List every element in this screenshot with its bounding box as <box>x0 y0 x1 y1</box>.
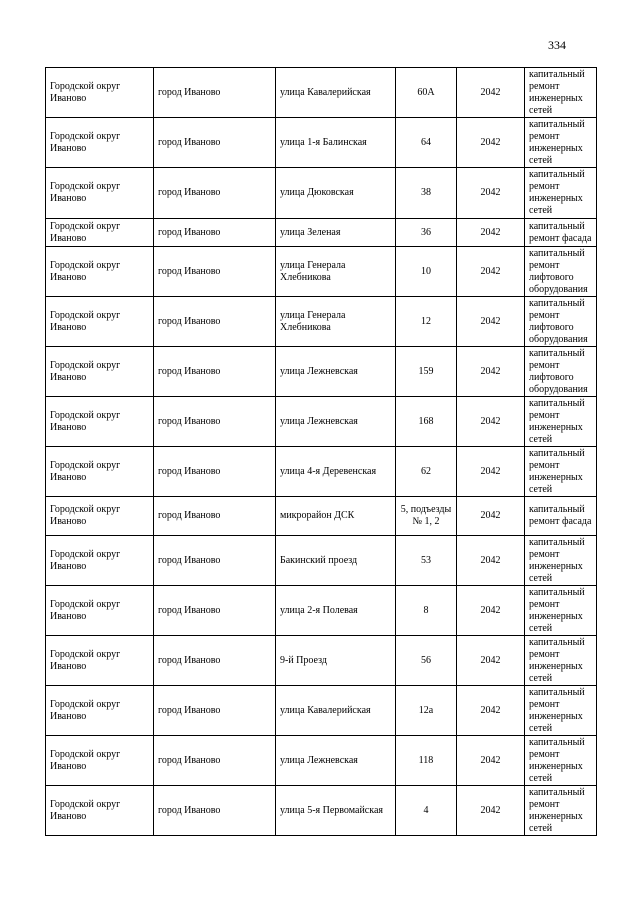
year-cell: 2042 <box>457 636 525 686</box>
table-row <box>46 536 597 586</box>
street-cell: улица 4-я Деревенская <box>276 447 396 497</box>
okrug-cell: Городской округ Иваново <box>46 118 154 168</box>
street-cell: улица Дюковская <box>276 168 396 219</box>
okrug-cell: Городской округ Иваново <box>46 686 154 736</box>
table-row <box>46 297 597 347</box>
city-cell: город Иваново <box>154 397 276 447</box>
year-cell: 2042 <box>457 347 525 397</box>
work-type-cell: капитальный ремонт инженерных сетей <box>525 636 597 686</box>
year-cell: 2042 <box>457 397 525 447</box>
work-type-cell: капитальный ремонт инженерных сетей <box>525 118 597 168</box>
city-cell: город Иваново <box>154 447 276 497</box>
city-cell: город Иваново <box>154 586 276 636</box>
okrug-cell: Городской округ Иваново <box>46 536 154 586</box>
okrug-cell: Городской округ Иваново <box>46 168 154 219</box>
okrug-cell: Городской округ Иваново <box>46 347 154 397</box>
work-type-cell: капитальный ремонт инженерных сетей <box>525 686 597 736</box>
okrug-cell: Городской округ Иваново <box>46 497 154 536</box>
year-cell: 2042 <box>457 68 525 118</box>
city-cell: город Иваново <box>154 786 276 836</box>
okrug-cell: Городской округ Иваново <box>46 397 154 447</box>
year-cell: 2042 <box>457 786 525 836</box>
house-cell: 60А <box>396 68 457 118</box>
okrug-cell: Городской округ Иваново <box>46 736 154 786</box>
work-type-cell: капитальный ремонт инженерных сетей <box>525 736 597 786</box>
year-cell: 2042 <box>457 536 525 586</box>
street-cell: улица Генерала Хлебникова <box>276 297 396 347</box>
table-row <box>46 636 597 686</box>
street-cell: улица Лежневская <box>276 347 396 397</box>
house-cell: 5, подъезды № 1, 2 <box>396 497 457 536</box>
work-type-cell: капитальный ремонт инженерных сетей <box>525 786 597 836</box>
street-cell: улица Лежневская <box>276 736 396 786</box>
table-row <box>46 68 597 118</box>
year-cell: 2042 <box>457 447 525 497</box>
table-row <box>46 586 597 636</box>
table-row <box>46 497 597 536</box>
street-cell: улица Кавалерийская <box>276 686 396 736</box>
work-type-cell: капитальный ремонт инженерных сетей <box>525 536 597 586</box>
okrug-cell: Городской округ Иваново <box>46 586 154 636</box>
work-type-cell: капитальный ремонт лифтового оборудования <box>525 247 597 297</box>
street-cell: улица Генерала Хлебникова <box>276 247 396 297</box>
house-cell: 4 <box>396 786 457 836</box>
table-row <box>46 447 597 497</box>
okrug-cell: Городской округ Иваново <box>46 636 154 686</box>
table-row <box>46 397 597 447</box>
house-cell: 38 <box>396 168 457 219</box>
house-cell: 8 <box>396 586 457 636</box>
city-cell: город Иваново <box>154 297 276 347</box>
work-type-cell: капитальный ремонт фасада <box>525 497 597 536</box>
page-number: 334 <box>548 38 566 52</box>
street-cell: улица Лежневская <box>276 397 396 447</box>
house-cell: 159 <box>396 347 457 397</box>
street-cell: Бакинский проезд <box>276 536 396 586</box>
house-cell: 118 <box>396 736 457 786</box>
city-cell: город Иваново <box>154 247 276 297</box>
city-cell: город Иваново <box>154 168 276 219</box>
work-type-cell: капитальный ремонт инженерных сетей <box>525 68 597 118</box>
city-cell: город Иваново <box>154 536 276 586</box>
work-type-cell: капитальный ремонт лифтового оборудования <box>525 347 597 397</box>
year-cell: 2042 <box>457 219 525 247</box>
year-cell: 2042 <box>457 736 525 786</box>
okrug-cell: Городской округ Иваново <box>46 447 154 497</box>
housing-repair-table <box>45 67 597 836</box>
year-cell: 2042 <box>457 297 525 347</box>
okrug-cell: Городской округ Иваново <box>46 68 154 118</box>
table-row <box>46 219 597 247</box>
work-type-cell: капитальный ремонт лифтового оборудования <box>525 297 597 347</box>
table-row <box>46 118 597 168</box>
street-cell: улица Кавалерийская <box>276 68 396 118</box>
year-cell: 2042 <box>457 247 525 297</box>
city-cell: город Иваново <box>154 497 276 536</box>
table-row <box>46 168 597 219</box>
city-cell: город Иваново <box>154 736 276 786</box>
street-cell: 9-й Проезд <box>276 636 396 686</box>
city-cell: город Иваново <box>154 686 276 736</box>
okrug-cell: Городской округ Иваново <box>46 786 154 836</box>
house-cell: 10 <box>396 247 457 297</box>
house-cell: 53 <box>396 536 457 586</box>
house-cell: 62 <box>396 447 457 497</box>
table-row <box>46 347 597 397</box>
house-cell: 36 <box>396 219 457 247</box>
house-cell: 56 <box>396 636 457 686</box>
work-type-cell: капитальный ремонт фасада <box>525 219 597 247</box>
city-cell: город Иваново <box>154 68 276 118</box>
street-cell: улица 1-я Балинская <box>276 118 396 168</box>
city-cell: город Иваново <box>154 636 276 686</box>
table-row <box>46 686 597 736</box>
city-cell: город Иваново <box>154 347 276 397</box>
street-cell: улица 5-я Первомайская <box>276 786 396 836</box>
street-cell: улица 2-я Полевая <box>276 586 396 636</box>
street-cell: улица Зеленая <box>276 219 396 247</box>
work-type-cell: капитальный ремонт инженерных сетей <box>525 586 597 636</box>
year-cell: 2042 <box>457 586 525 636</box>
work-type-cell: капитальный ремонт инженерных сетей <box>525 447 597 497</box>
okrug-cell: Городской округ Иваново <box>46 219 154 247</box>
work-type-cell: капитальный ремонт инженерных сетей <box>525 397 597 447</box>
street-cell: микрорайон ДСК <box>276 497 396 536</box>
house-cell: 168 <box>396 397 457 447</box>
okrug-cell: Городской округ Иваново <box>46 247 154 297</box>
city-cell: город Иваново <box>154 118 276 168</box>
city-cell: город Иваново <box>154 219 276 247</box>
table-row <box>46 736 597 786</box>
house-cell: 12а <box>396 686 457 736</box>
okrug-cell: Городской округ Иваново <box>46 297 154 347</box>
house-cell: 12 <box>396 297 457 347</box>
year-cell: 2042 <box>457 168 525 219</box>
house-cell: 64 <box>396 118 457 168</box>
year-cell: 2042 <box>457 118 525 168</box>
table-row <box>46 786 597 836</box>
work-type-cell: капитальный ремонт инженерных сетей <box>525 168 597 219</box>
table-row <box>46 247 597 297</box>
year-cell: 2042 <box>457 497 525 536</box>
year-cell: 2042 <box>457 686 525 736</box>
